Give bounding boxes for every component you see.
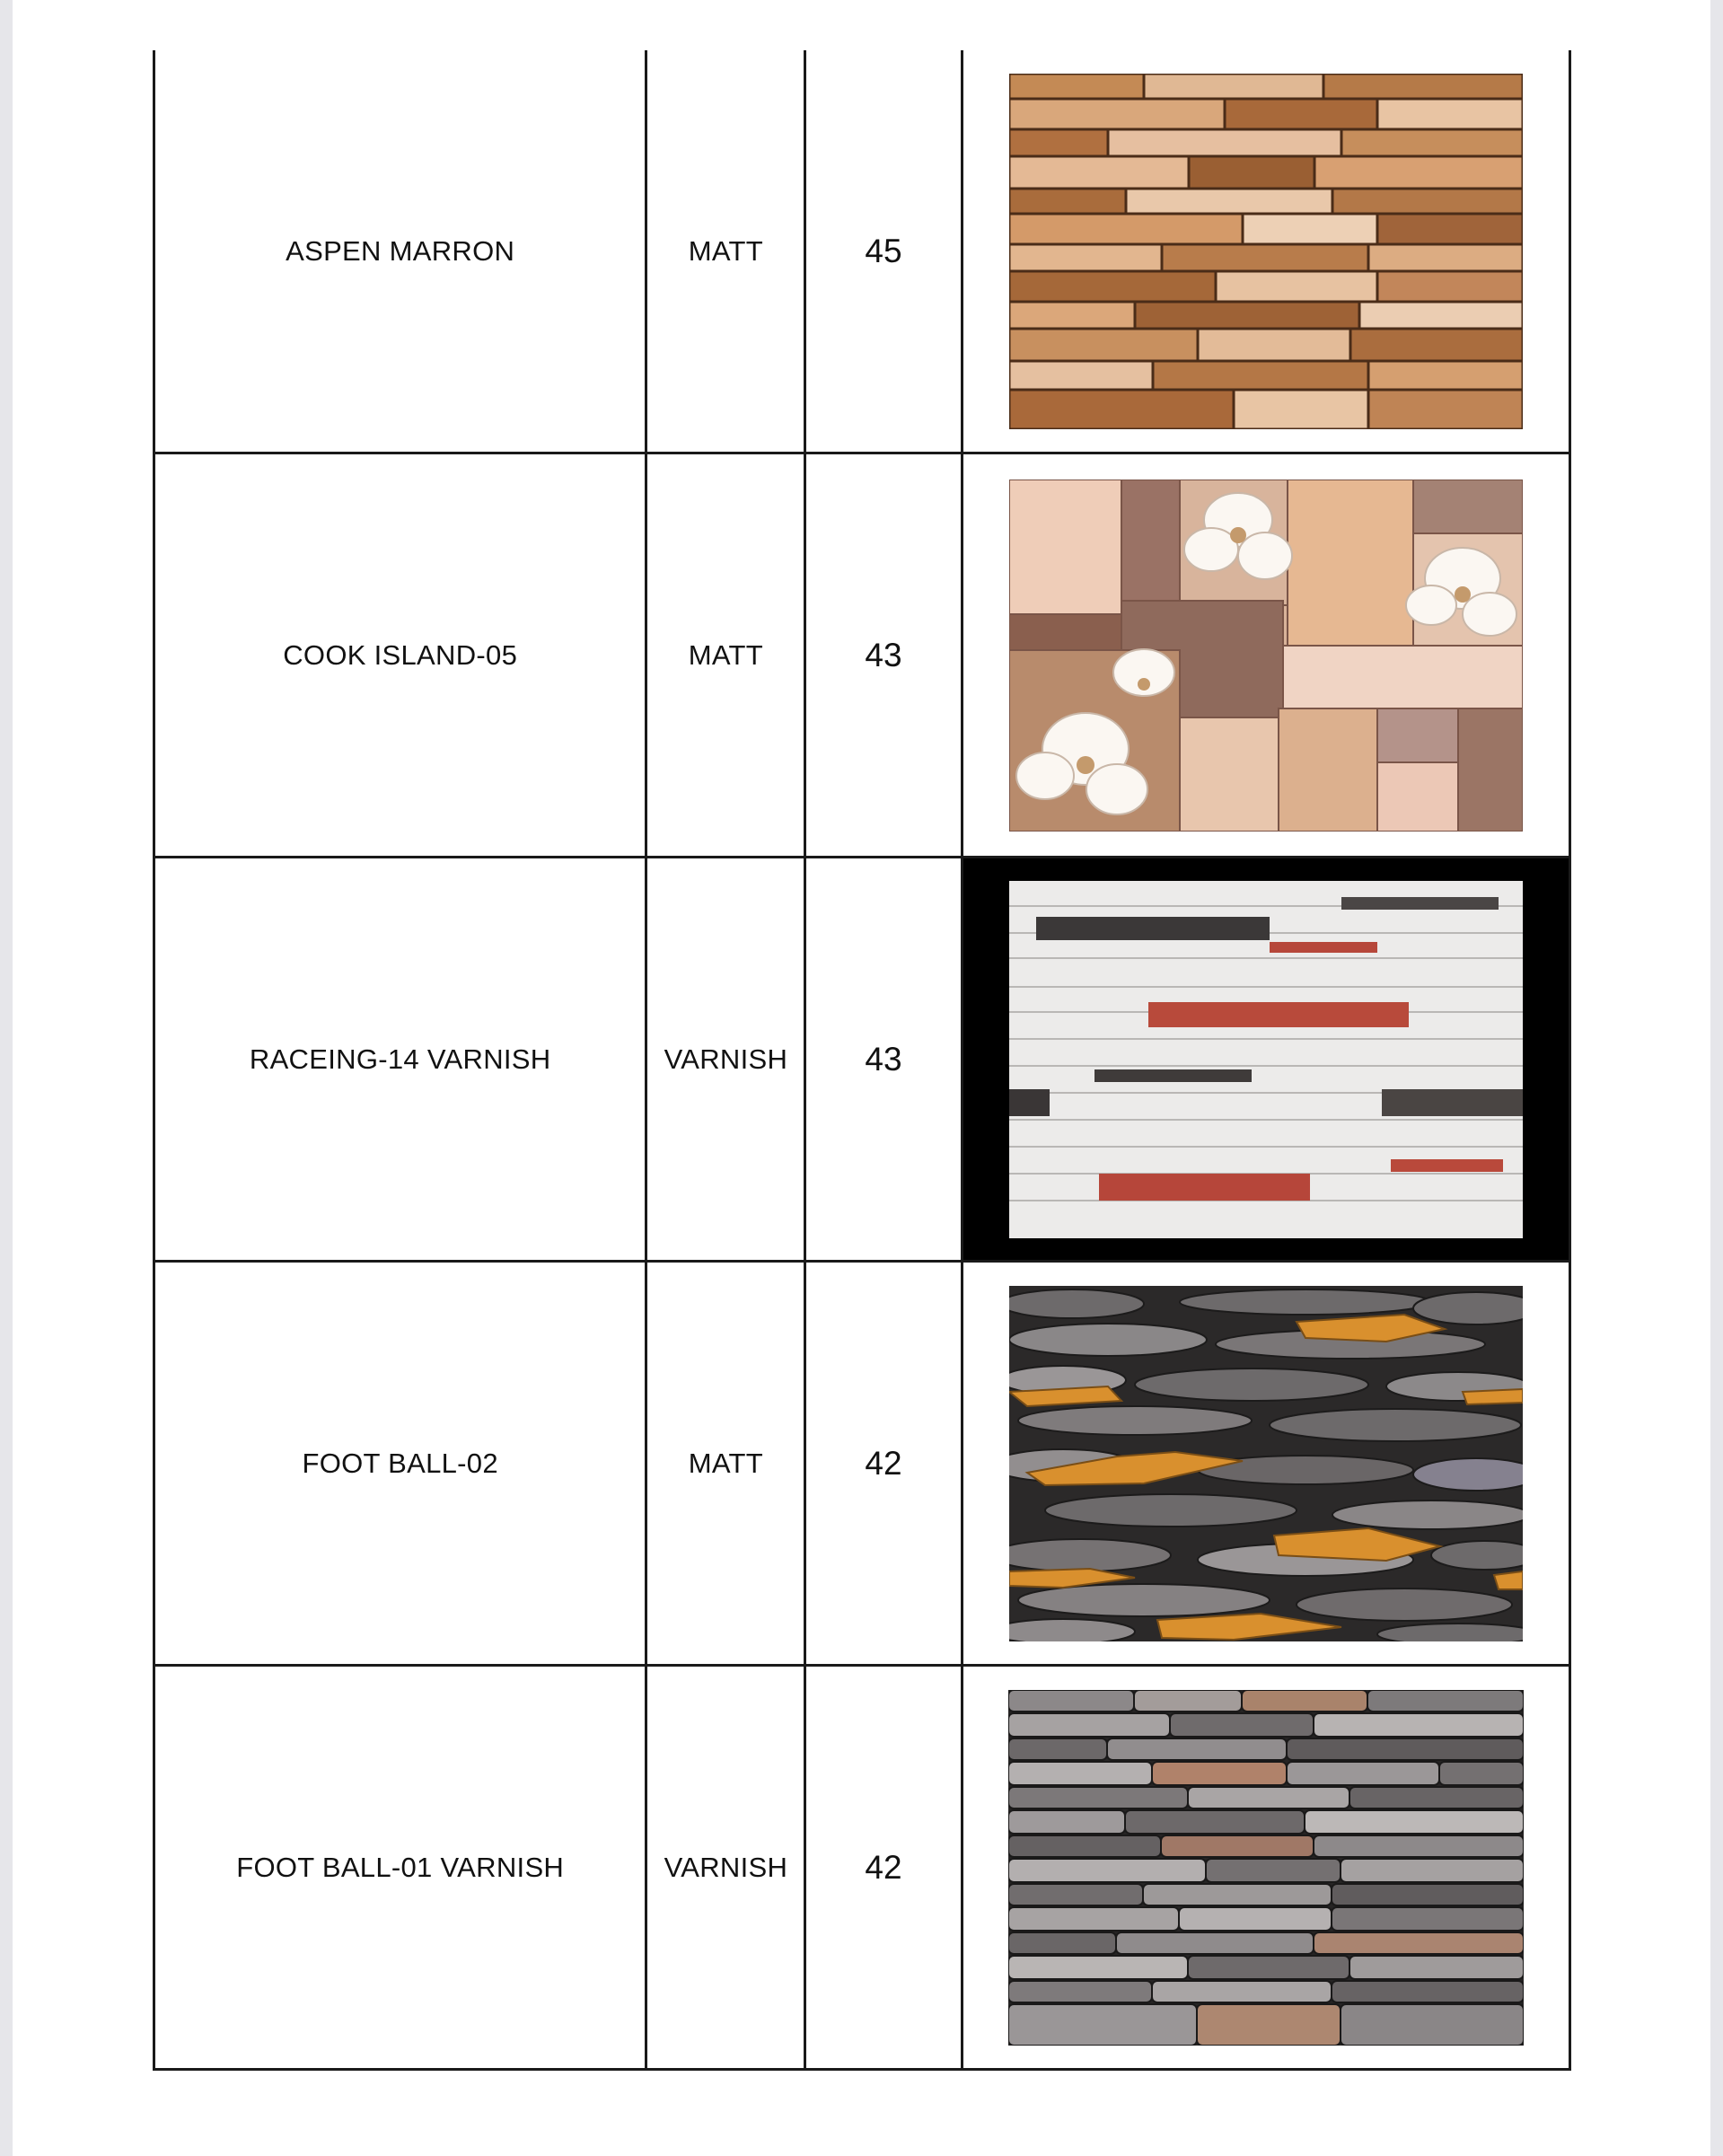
product-name: RACEING-14 VARNISH bbox=[154, 858, 646, 1262]
product-size: 42 bbox=[805, 1666, 962, 2070]
product-image-cell bbox=[962, 1666, 1569, 2070]
stone-tile-image bbox=[1009, 74, 1523, 429]
product-finish: MATT bbox=[646, 1262, 805, 1666]
product-name: FOOT BALL-01 VARNISH bbox=[154, 1666, 646, 2070]
product-image-cell bbox=[962, 50, 1569, 453]
product-finish: MATT bbox=[646, 50, 805, 453]
product-image-cell bbox=[962, 858, 1569, 1262]
product-finish: VARNISH bbox=[646, 858, 805, 1262]
product-size: 43 bbox=[805, 858, 962, 1262]
product-name: COOK ISLAND-05 bbox=[154, 453, 646, 858]
document-page bbox=[13, 0, 1710, 2156]
table-row bbox=[154, 1666, 1570, 2070]
white-strip-tile-image bbox=[1009, 881, 1523, 1238]
table-row bbox=[154, 858, 1570, 1262]
product-size: 42 bbox=[805, 1262, 962, 1666]
stone-floral-tile-image bbox=[1009, 480, 1523, 832]
grey-gold-stone-tile-image bbox=[1009, 1286, 1523, 1641]
product-image-cell bbox=[962, 453, 1569, 858]
product-size: 45 bbox=[805, 50, 962, 453]
product-image-cell bbox=[962, 1262, 1569, 1666]
product-finish: MATT bbox=[646, 453, 805, 858]
table-row bbox=[154, 50, 1570, 453]
table-row bbox=[154, 453, 1570, 858]
product-finish: VARNISH bbox=[646, 1666, 805, 2070]
product-name: FOOT BALL-02 bbox=[154, 1262, 646, 1666]
product-name: ASPEN MARRON bbox=[154, 50, 646, 453]
product-table bbox=[153, 50, 1571, 2071]
grey-stone-tile-image bbox=[1008, 1690, 1524, 2046]
product-size: 43 bbox=[805, 453, 962, 858]
table-row bbox=[154, 1262, 1570, 1666]
